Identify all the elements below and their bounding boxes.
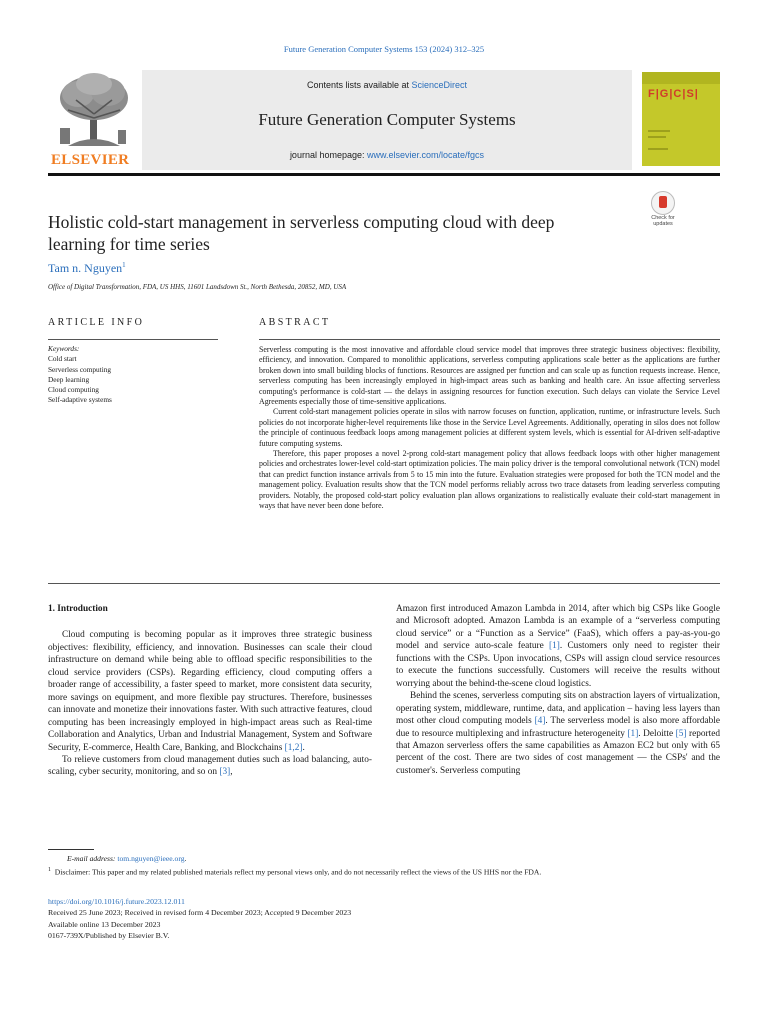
keyword-item: Self-adaptive systems xyxy=(48,395,112,405)
citation-ref[interactable]: [4] xyxy=(534,716,546,727)
masthead xyxy=(48,70,720,170)
homepage-prefix: journal homepage: xyxy=(289,150,367,160)
check-updates-icon xyxy=(651,191,675,215)
body-text: Amazon first introduced Amazon Lambda in 2014, after which big CSPs like Google and Microsoft adopted. Amazon Lambda is an example of a “serverless computing cloud service” or a “Function as a Service” (FaaS), which offers a pay-as-you-go model and service auto-scale feature xyxy=(396,604,720,652)
body-column-right xyxy=(396,603,720,777)
section-title-introduction: 1. Introduction xyxy=(48,604,108,614)
abstract-heading: ABSTRACT xyxy=(259,317,331,328)
keywords-label: Keywords: xyxy=(48,344,80,353)
citation-ref[interactable]: [3] xyxy=(219,767,231,778)
journal-cover-image[interactable] xyxy=(642,72,720,166)
citation-ref[interactable]: [1] xyxy=(549,641,560,652)
body-text: . Customers only need to register their functions with the CSPs. Upon invocations, CSPs will assign cloud service resources to execute the functions successfully. Customers will receive the results without worrying about the behind-the-scene cloud logistics. xyxy=(396,641,720,689)
cover-title: F|G|C|S| xyxy=(648,88,699,100)
citation-ref[interactable]: [5] xyxy=(675,728,687,739)
body-text: . xyxy=(302,742,305,753)
journal-homepage-link[interactable]: www.elsevier.com/locate/fgcs xyxy=(367,150,485,160)
author-affiliation: Office of Digital Transformation, FDA, US HHS, 11601 Landsdown St., North Bethesda, 20852, MD, USA xyxy=(48,283,347,291)
footnote-marker: 1 xyxy=(48,866,51,873)
email-end: . xyxy=(184,854,187,863)
author-email-line xyxy=(48,853,720,865)
body-text: Cloud computing is becoming popular as it improves three strategic business objectives: flexibility, efficiency, and innovation. Businesses can scale their cloud infrastructure on demand while being able to offload specific responsibilities to the cloud service providers (CSPs). Regarding efficiency, cloud computing offers a broader range of accessibility, a faster speed to market, more consistent data security, more savings on equipment, and more flexible pay structures. Therefore, businesses can innovate and monetize their innovations faster. With such attractive features, cloud computing has been increasingly employed in high-impact areas such as Real-time Collaboration and Analytics, Urban and Industrial Management, System and Software Security, E-commerce, Health Care, Banking, and Blockchains xyxy=(48,630,372,753)
contents-prefix: Contents lists available at xyxy=(306,80,412,90)
check-updates-label: Check for updates xyxy=(651,215,675,227)
body-text: reported that Amazon serverless offers the same capabilities as Amazon EC2 but only with 65 percent of the cost. There are two sides of cost management — the CSPs' and the customer's. Serverless computing xyxy=(396,728,720,776)
body-text: . Deloitte xyxy=(638,728,676,739)
elsevier-tree-logo-icon xyxy=(48,70,140,170)
article-info-divider xyxy=(48,339,218,340)
body-paragraph xyxy=(396,690,720,777)
homepage-line xyxy=(142,150,632,160)
header-divider xyxy=(48,173,720,176)
keyword-item: Deep learning xyxy=(48,374,90,384)
keywords-list xyxy=(48,344,218,406)
abstract-paragraph: Serverless computing is the most innovative and affordable cloud service model that improves three strategic business objectives: flexibility, efficiency, and innovation. Compared to monolithic applications, serverless computing applications scale better as the applications are further broken down into small building blocks of functions. Resources are assigned per function and can scale up as function requests increase. Hence, serverless computing has been increasingly employed in high-impact areas such as banking and health care. An issue affecting serverless computing's performance is cold-start — the delays in assigning resources for function execution. Such delays can violate the Service Level Agreements especially those of time-sensitive applications. xyxy=(259,345,720,407)
author-footnote-marker[interactable]: 1 xyxy=(122,261,126,269)
online-date: Available online 13 December 2023 xyxy=(48,919,161,929)
cover-line xyxy=(648,148,668,150)
author-name[interactable] xyxy=(48,261,126,276)
footnotes xyxy=(48,853,720,878)
abstract-paragraph: Therefore, this paper proposes a novel 2-prong cold-start management policy that allows feedback loops with other higher management policies and orchestrates lower-level cold-start optimization policies. The main policy driver is the temporal convolutional network (TCN) model that can predict function instance arrivals from 5 to 15 min into the future. Evaluation strategies were proposed for both the TCN model and the management policy. Evaluation results show that the TCN model performs reliably across two trace datasets from leading serverless computing providers. Notably, the proposed cold-start policy evaluation plan allows organizations to realistically evaluate their cold-start management in ways that have never been done before. xyxy=(259,449,720,511)
body-text: To relieve customers from cloud management duties such as load balancing, auto-scaling, cyber security, monitoring, and so on xyxy=(48,754,372,778)
body-paragraph xyxy=(48,629,372,754)
cover-band xyxy=(642,72,720,84)
sciencedirect-link[interactable]: ScienceDirect xyxy=(411,80,468,90)
abstract-body xyxy=(259,345,720,512)
footnote-divider xyxy=(48,849,94,850)
contents-line xyxy=(142,80,632,90)
abstract-paragraph: Current cold-start management policies operate in silos with narrow focuses on function, application, runtime, or infrastructure levels. Such policies do not incorporate higher-level requirements like those in the Service Level Agreements. Additionally, operating in silos does not follow the principle of continuous feedback loops among management policies at different system levels, which is essential for AI-driven self-adaptive future computing systems. xyxy=(259,407,720,448)
issn-line: 0167-739X/Published by Elsevier B.V. xyxy=(48,930,170,940)
body-text: Behind the scenes, serverless computing sits on abstraction layers of virtualization, operating system, middleware, runtime, data, and application – having less layers than most other cloud computing models xyxy=(396,691,720,727)
body-text: . The serverless model is also more affordable due to resource multiplexing and infrastructure heterogeneity xyxy=(396,716,720,739)
body-column-left xyxy=(48,603,372,779)
abstract-bottom-divider xyxy=(48,583,720,584)
keyword-item: Serverless computing xyxy=(48,364,112,374)
journal-title: Future Generation Computer Systems xyxy=(258,110,516,129)
abstract-divider xyxy=(259,339,720,340)
disclaimer-footnote xyxy=(48,865,720,878)
keyword-item: Cold start xyxy=(48,354,77,364)
citation-ref[interactable]: [1,2] xyxy=(284,742,303,753)
cover-line xyxy=(648,130,670,132)
email-label: E-mail address: xyxy=(67,854,116,863)
doi-link[interactable]: https://doi.org/10.1016/j.future.2023.12.011 xyxy=(48,897,185,906)
publication-info xyxy=(48,896,548,941)
article-info-heading: ARTICLE INFO xyxy=(48,317,145,328)
cover-line xyxy=(648,136,666,138)
received-dates: Received 25 June 2023; Received in revised form 4 December 2023; Accepted 9 December 2023 xyxy=(48,908,352,918)
publisher-name: ELSEVIER xyxy=(51,152,130,168)
body-paragraph xyxy=(48,754,372,779)
paper-title: Holistic cold-start management in serverless computing cloud with deep learning for time series xyxy=(48,212,555,254)
author-name-text: Tam n. Nguyen xyxy=(48,261,123,275)
body-paragraph xyxy=(396,603,720,690)
author-email-link[interactable]: tom.nguyen@ieee.org xyxy=(117,854,185,863)
keyword-item: Cloud computing xyxy=(48,385,99,395)
footnote-text: Disclaimer: This paper and my related published materials reflect my personal views only, and do not necessarily reflect the views of the US HHS nor the FDA. xyxy=(54,867,542,877)
journal-citation-link[interactable]: Future Generation Computer Systems 153 (2024) 312–325 xyxy=(283,44,485,54)
body-text: , xyxy=(230,767,233,778)
check-for-updates-badge[interactable] xyxy=(648,191,678,227)
journal-banner xyxy=(142,70,632,170)
citation-ref[interactable]: [1] xyxy=(627,728,639,739)
